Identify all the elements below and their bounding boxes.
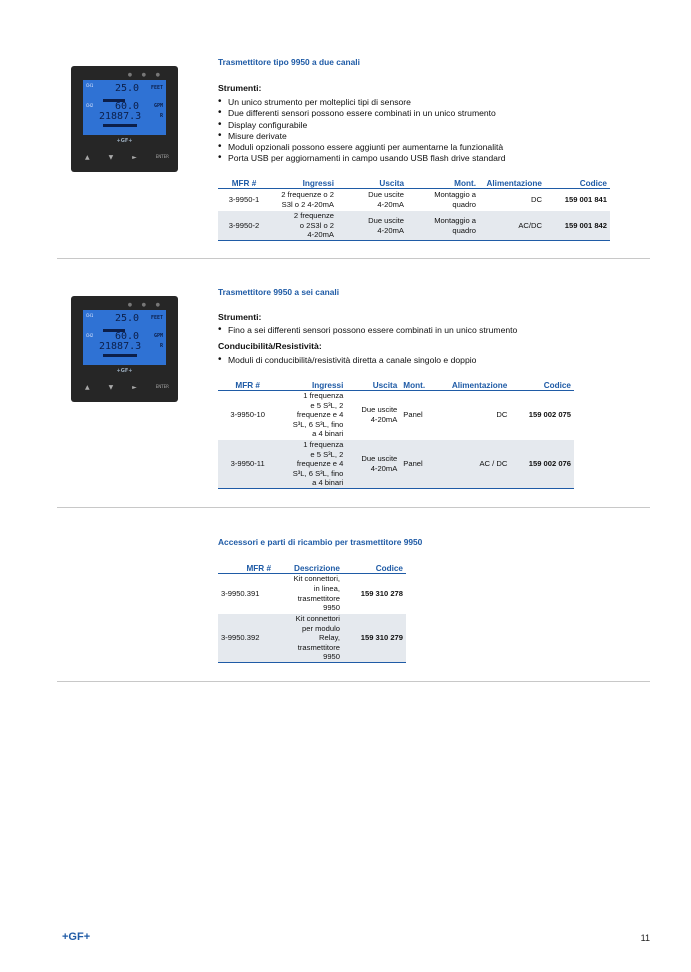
section2-table [218,380,574,489]
display-value-3: 21887.3 [99,341,142,352]
section1-subtitle: Strumenti: [218,83,262,93]
device-display [83,310,166,365]
column-header-mfr: MFR # [218,563,274,574]
enter-key-label: ENTER [155,384,169,389]
section-divider [57,258,650,259]
cell-codice: 159 001 841 [545,189,610,211]
channel-2-label: CH2 [86,103,94,108]
display-unit-3: R [159,343,163,349]
enter-key-label: ENTER [155,154,169,159]
section2-bullet-list-instruments [218,325,517,336]
section1-table [218,178,610,241]
table-header-row [218,563,406,574]
device-display [83,80,166,135]
table-row [218,574,406,614]
list-item: • Display configurabile [218,120,506,131]
table-row [218,189,610,211]
cell-uscita: Due uscite 4-20mA [337,189,407,211]
cell-ingressi: 2 frequenze o 2 S3l o 2 4-20mA [270,189,337,211]
indicator-dots: ● ● ● [127,72,164,78]
cell-mont: Panel [400,440,432,489]
cell-ingressi: 1 frequenza e 5 S³L, 2 frequenze e 4 S³L, 6 S³L, fino a 4 binari [277,391,346,440]
table-row [218,391,574,440]
cell-descrizione: Kit connettori per modulo Relay, trasmettitore 9950 [274,614,343,663]
display-unit-2: GPM [153,333,163,339]
cell-mfr: 3-9950-2 [218,211,270,241]
list-item: • Moduli di conducibilità/resistività diretta a canale singolo e doppio [218,355,476,366]
list-item: • Due differenti sensori possono essere combinati in un unico strumento [218,108,506,119]
column-header-mont: Mont. [400,380,432,391]
display-value-2: 60.0 [115,331,140,342]
table-header-row [218,178,610,189]
column-header-ingressi: Ingressi [270,178,337,189]
section-divider [57,507,650,508]
cell-alimentazione: DC [433,391,511,440]
section3-title: Accessori e parti di ricambio per trasmettitore 9950 [218,537,423,547]
cell-mfr: 3-9950-10 [218,391,277,440]
down-arrow-icon: ▼ [108,384,114,391]
section2-title: Trasmettitore 9950 a sei canali [218,287,340,297]
cell-mfr: 3-9950-11 [218,440,277,489]
section1-bullet-list [218,97,506,165]
cell-ingressi: 1 frequenza e 5 S³L, 2 frequenze e 4 S³L, 6 S³L, fino a 4 binari [277,440,346,489]
display-unit-3: R [159,113,163,119]
cell-descrizione: Kit connettori, in linea, trasmettitore 9950 [274,574,343,614]
cell-mont: Montaggio a quadro [407,211,479,241]
right-arrow-icon: ► [132,384,137,391]
section2-subtitle-instruments: Strumenti: [218,312,262,322]
gf-logo: +GF+ [62,931,91,943]
cell-mfr: 3-9950.391 [218,574,274,614]
page-number: 11 [640,933,650,943]
cell-ingressi: 2 frequenze o 2S3l o 2 4-20mA [270,211,337,241]
display-value-3: 21887.3 [99,111,142,122]
list-item: • Porta USB per aggiornamenti in campo usando USB flash drive standard [218,153,506,164]
section1-title: Trasmettitore tipo 9950 a due canali [218,57,360,67]
device-brand-label: +GF+ [116,138,133,144]
device-keypad [85,154,169,161]
right-arrow-icon: ► [132,154,137,161]
cell-alimentazione: AC / DC [433,440,511,489]
column-header-codice: Codice [510,380,574,391]
cell-mfr: 3-9950.392 [218,614,274,663]
cell-mont: Panel [400,391,432,440]
indicator-dots: ● ● ● [127,302,164,308]
section3-table [218,563,406,663]
column-header-mfr: MFR # [218,380,277,391]
cell-codice: 159 002 075 [510,391,574,440]
cell-codice: 159 310 278 [343,574,406,614]
cell-uscita: Due uscite 4-20mA [346,391,400,440]
channel-1-label: CH1 [86,313,94,318]
list-item: • Misure derivate [218,131,506,142]
display-value-1: 25.0 [115,313,140,324]
channel-1-label: CH1 [86,83,94,88]
transmitter-image-two-channel [71,66,178,172]
section-divider [57,681,650,682]
device-keypad [85,384,169,391]
display-unit-2: GPM [153,103,163,109]
cell-codice: 159 001 842 [545,211,610,241]
column-header-codice: Codice [545,178,610,189]
cell-mfr: 3-9950-1 [218,189,270,211]
display-value-1: 25.0 [115,83,140,94]
table-row [218,614,406,663]
table-row [218,440,574,489]
up-arrow-icon: ▲ [85,154,90,161]
cell-alimentazione: AC/DC [479,211,545,241]
column-header-uscita: Uscita [337,178,407,189]
channel-2-label: CH2 [86,333,94,338]
cell-uscita: Due uscite 4-20mA [346,440,400,489]
section2-subtitle-conductivity: Conducibilità/Resistività: [218,341,322,351]
down-arrow-icon: ▼ [108,154,114,161]
column-header-mfr: MFR # [218,178,270,189]
list-item: • Moduli opzionali possono essere aggiunti per aumentarne la funzionalità [218,142,506,153]
cell-alimentazione: DC [479,189,545,211]
table-row [218,211,610,241]
column-header-codice: Codice [343,563,406,574]
list-item: • Fino a sei differenti sensori possono essere combinati in un unico strumento [218,325,517,336]
column-header-descrizione: Descrizione [274,563,343,574]
up-arrow-icon: ▲ [85,384,90,391]
cell-mont: Montaggio a quadro [407,189,479,211]
cell-uscita: Due uscite 4-20mA [337,211,407,241]
section2-bullet-list-conductivity [218,355,476,366]
column-header-alimentazione: Alimentazione [433,380,511,391]
display-unit-1: FEET [150,315,163,321]
display-value-2: 60.0 [115,101,140,112]
device-brand-label: +GF+ [116,368,133,374]
display-unit-1: FEET [150,85,163,91]
table-header-row [218,380,574,391]
column-header-uscita: Uscita [346,380,400,391]
transmitter-image-six-channel [71,296,178,402]
column-header-ingressi: Ingressi [277,380,346,391]
column-header-alimentazione: Alimentazione [479,178,545,189]
cell-codice: 159 310 279 [343,614,406,663]
list-item: • Un unico strumento per molteplici tipi di sensore [218,97,506,108]
column-header-mont: Mont. [407,178,479,189]
cell-codice: 159 002 076 [510,440,574,489]
